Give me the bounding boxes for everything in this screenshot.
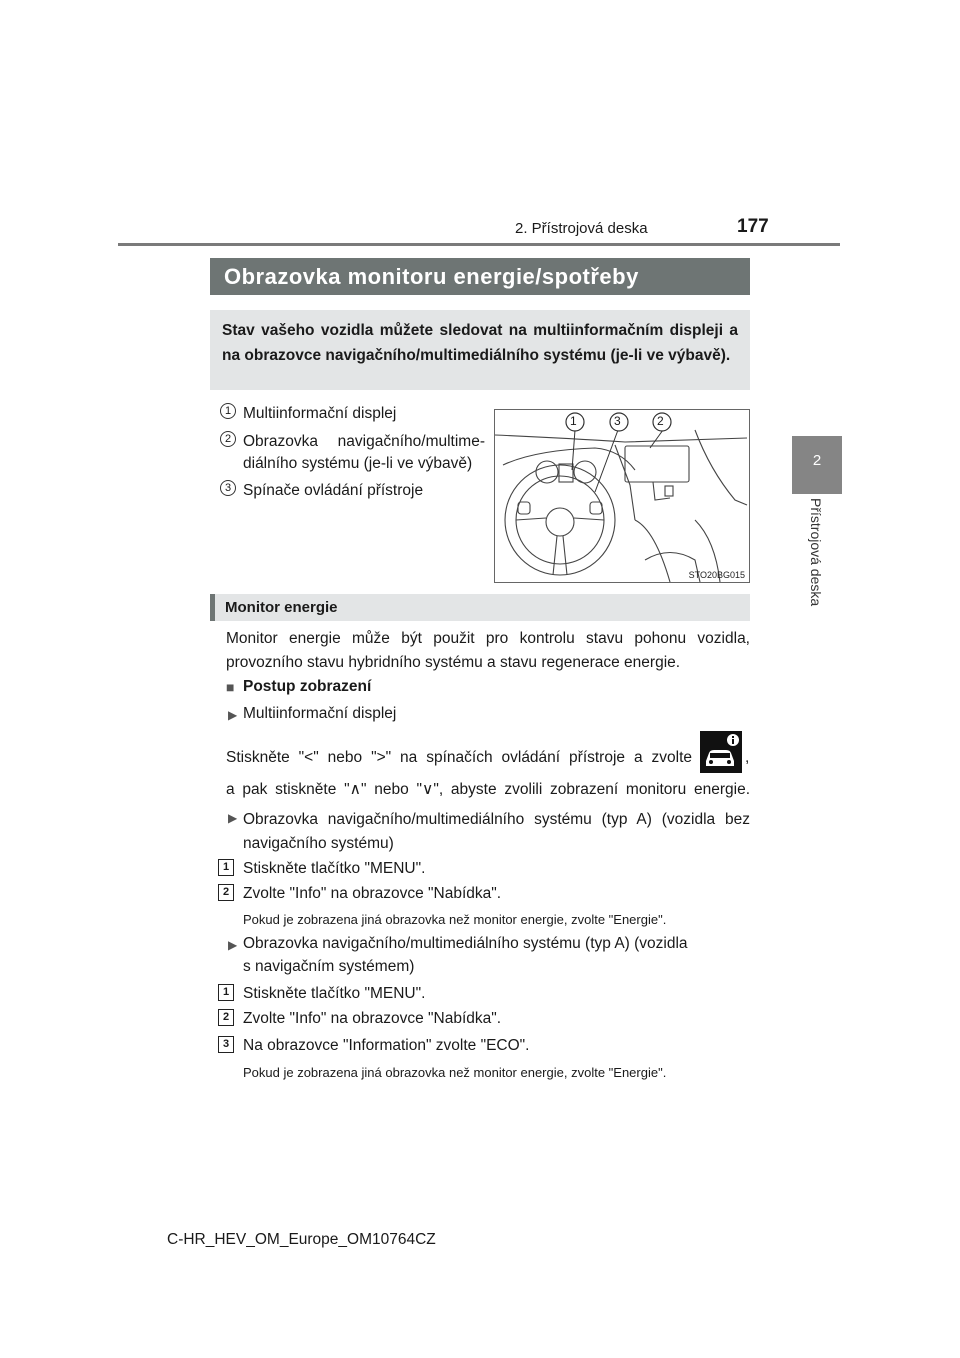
section-subheading: Monitor energie xyxy=(210,594,750,621)
option3-step-3: Na obrazovce "Information" zvolte "ECO". xyxy=(243,1037,530,1054)
page-title: Obrazovka monitoru energie/spotřeby xyxy=(210,258,750,295)
procedure-heading: Postup zobrazení xyxy=(243,678,372,695)
figure-code: STO20BG015 xyxy=(688,570,745,580)
option1-comma: , xyxy=(745,749,750,766)
header-divider xyxy=(118,243,840,246)
page-number: 177 xyxy=(737,216,769,237)
option3-step-2: Zvolte "Info" na obrazovce "Nabídka". xyxy=(243,1010,502,1027)
item-number-2: 2 xyxy=(220,431,236,447)
triangle-bullet-icon: ▶ xyxy=(228,708,238,722)
item-number-1: 1 xyxy=(220,403,236,419)
option2-step-2: Zvolte "Info" na obrazovce "Nabídka". xyxy=(243,885,502,902)
monitor-description: Monitor energie může být použit pro kontrolu stavu pohonu vozidla, provozního stavu hybridního systému a stavu regenerace energie. xyxy=(226,630,750,671)
option1-text-a: Stiskněte "<" nebo ">" na spínačích ovládání přístroje a zvolte xyxy=(226,749,692,766)
option1-text-b: a pak stiskněte "∧" nebo "∨", abyste zvolili zobrazení monitoru energie. xyxy=(226,781,750,798)
callout-3: 3 xyxy=(614,414,621,428)
car-info-icon xyxy=(700,731,742,773)
document-code: C-HR_HEV_OM_Europe_OM10764CZ xyxy=(167,1231,436,1248)
option1-title: Multiinformační displej xyxy=(243,705,397,722)
triangle-bullet-icon: ▶ xyxy=(228,811,238,825)
option2-note: Pokud je zobrazena jiná obrazovka než monitor energie, zvolte "Energie". xyxy=(243,912,667,927)
option3-step-1: Stiskněte tlačítko "MENU". xyxy=(243,985,426,1002)
step-number-1: 1 xyxy=(218,984,234,1001)
step-number-2: 2 xyxy=(218,884,234,901)
step-number-3: 3 xyxy=(218,1036,234,1053)
figure-item-2-line2: diálního systému (je-li ve výbavě) xyxy=(243,455,473,472)
callout-2: 2 xyxy=(657,414,664,428)
square-bullet-icon: ■ xyxy=(226,679,235,695)
figure-item-1: Multiinformační displej xyxy=(243,405,397,422)
figure-item-2-line1: Obrazovka navigačního/multime- xyxy=(243,433,485,450)
section-title: 2. Přístrojová deska xyxy=(515,220,648,237)
step-number-2: 2 xyxy=(218,1009,234,1026)
dashboard-drawing xyxy=(495,410,749,582)
option3-title-line1: Obrazovka navigačního/multimediálního systému (typ A) (vozidla xyxy=(243,935,688,952)
option2-step-1: Stiskněte tlačítko "MENU". xyxy=(243,860,426,877)
option3-title-line2: s navigačním systémem) xyxy=(243,958,415,975)
figure-item-3: Spínače ovládání přístroje xyxy=(243,482,424,499)
option2-title: Obrazovka navigačního/multimediálního systému (typ A) (vozidla bez navigačního systému) xyxy=(243,811,750,852)
triangle-bullet-icon: ▶ xyxy=(228,938,238,952)
callout-1: 1 xyxy=(570,414,577,428)
chapter-tab: 2 xyxy=(792,436,842,494)
step-number-1: 1 xyxy=(218,859,234,876)
item-number-3: 3 xyxy=(220,480,236,496)
chapter-tab-label: Přístrojová deska xyxy=(808,498,824,607)
option3-note: Pokud je zobrazena jiná obrazovka než monitor energie, zvolte "Energie". xyxy=(243,1065,667,1080)
dashboard-illustration xyxy=(494,409,750,583)
intro-box: Stav vašeho vozidla můžete sledovat na multiinformačním displeji a na obrazovce navigačního/multimediálního systému (je-li ve výbavě). xyxy=(210,310,750,390)
